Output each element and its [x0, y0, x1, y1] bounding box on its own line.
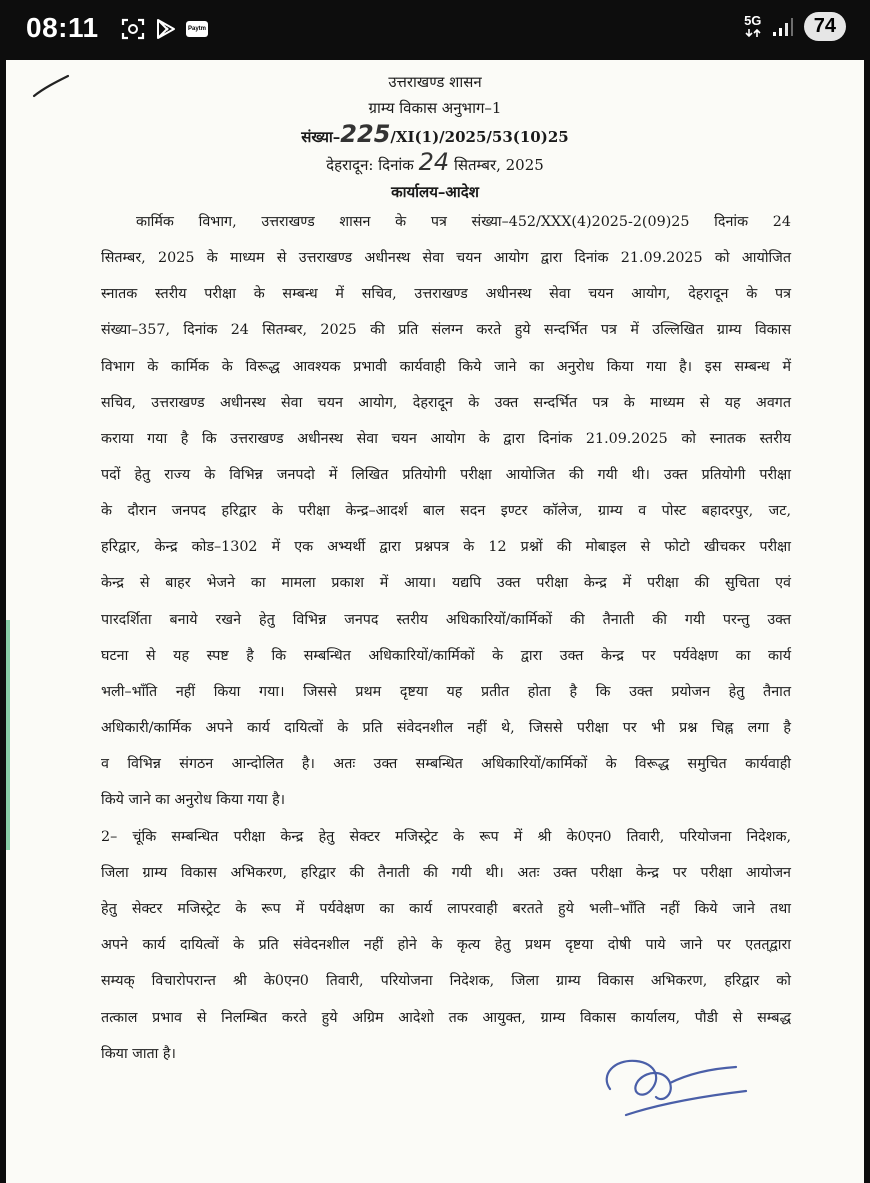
date-suffix: सितम्बर, 2025 [453, 156, 544, 174]
status-time: 08:11 [26, 12, 99, 43]
body-line: किये जाने का अनुरोध किया गया है। [101, 792, 286, 808]
signal-icon [772, 17, 794, 37]
body-line: कराया गया है कि उत्तराखण्ड अधीनस्थ सेवा चयन आयोग के द्वारा दिनांक 21.09.2025 को स्नातक स्तरीय [101, 431, 791, 447]
document-page [6, 60, 864, 1183]
letter-government: उत्तराखण्ड शासन [388, 73, 482, 91]
body-line: हेतु सेक्टर मजिस्ट्रेट के रूप में पर्यवेक्षण का कार्य लापरवाही बरतते हुये भली–भाँति नहीं किये जाने तथा [101, 901, 791, 917]
page-edge-decoration [6, 620, 10, 850]
body-line: के दौरान जनपद हरिद्वार के परीक्षा केन्द्र–आदर्श बाल सदन इण्टर कॉलेज, ग्राम्य व पोस्ट बहादरपुर, जट, [101, 503, 791, 519]
body-line: अधिकारी/कार्मिक अपने कार्य दायित्वों के प्रति संवेदनशील नहीं थे, जिससे परीक्षा पर भी प्रश्न चिह्न लगा है [101, 720, 791, 736]
body-line: जिला ग्राम्य विकास अभिकरण, हरिद्वार की तैनाती की गयी थी। अतः उक्त परीक्षा केन्द्र पर परीक्षा आयोजन [101, 865, 791, 881]
reference-label: संख्या– [301, 128, 341, 146]
body-line: विभाग के कार्मिक के विरूद्ध आवश्यक प्रभावी कार्यवाही किये जाने का अनुरोध किया गया है। इस सम्बन्ध में [101, 359, 791, 375]
body-line: तत्काल प्रभाव से निलम्बित करते हुये अग्रिम आदेशो तक आयुक्त, ग्राम्य विकास कार्यालय, पौडी से सम्बद्ध [101, 1010, 791, 1026]
body-line: भली–भाँति नहीं किया गया। जिससे प्रथम दृष्टया यह प्रतीत होता है कि उक्त प्रयोजन हेतु तैनात [101, 684, 791, 700]
network-label: 5G [744, 12, 762, 28]
letter-section: ग्राम्य विकास अनुभाग–1 [368, 99, 502, 117]
status-right [744, 12, 846, 41]
date-prefix: देहरादून: दिनांक [326, 156, 414, 174]
reference-number: /XI(1)/2025/53(10)25 [390, 128, 569, 146]
body-line: घटना से यह स्पष्ट है कि सम्बन्धित अधिकारियों/कार्मिकों के द्वारा उक्त केन्द्र पर पर्यवेक्षण का कार्य [101, 648, 791, 664]
status-bar [0, 0, 870, 60]
body-line: स्नातक स्तरीय परीक्षा के सम्बन्ध में सचिव, उत्तराखण्ड अधीनस्थ सेवा चयन आयोग, देहरादून के पत्र [101, 286, 791, 302]
network-type-icon [744, 12, 762, 39]
battery-level: 74 [813, 15, 836, 37]
reference-handwritten-number: 225 [340, 120, 391, 148]
body-line: अपने कार्य दायित्वों के प्रति संवेदनशील नहीं होने के कृत्य हेतु प्रथम दृष्टया दोषी पाये जाने पर एतत्‌द्वारा [101, 937, 791, 953]
letter-date [6, 148, 864, 176]
body-line: सितम्बर, 2025 के माध्यम से उत्तराखण्ड अधीनस्थ सेवा चयन आयोग द्वारा दिनांक 21.09.2025 को आयोजित [101, 250, 791, 266]
letter-title: कार्यालय–आदेश [391, 183, 479, 201]
letter-reference [6, 120, 864, 148]
body-line: केन्द्र से बाहर भेजने का मामला प्रकाश में आया। यद्यपि उक्त परीक्षा केन्द्र में परीक्षा की सुचिता एवं [101, 575, 791, 591]
date-handwritten-day: 24 [418, 148, 450, 176]
signature [596, 1045, 766, 1125]
body-line: किया जाता है। [101, 1046, 176, 1062]
body-line: संख्या–357, दिनांक 24 सितम्बर, 2025 की प्रति संलग्न करते हुये सन्दर्भित पत्र में उल्लिखित ग्राम्य विकास [101, 322, 791, 338]
body-line: व विभिन्न संगठन आन्दोलित है। अतः उक्त सम्बन्धित अधिकारियों/कार्मिकों के विरूद्ध समुचित कार्यवाही [101, 756, 791, 772]
body-line: कार्मिक विभाग, उत्तराखण्ड शासन के पत्र संख्या–452/XXX(4)2025-2(09)25 दिनांक 24 [136, 214, 791, 230]
play-store-icon [154, 17, 178, 41]
body-line: सचिव, उत्तराखण्ड अधीनस्थ सेवा चयन आयोग, देहरादून के उक्त सन्दर्भित पत्र के माध्यम से यह अवगत [101, 395, 791, 411]
notification-icons [120, 17, 208, 41]
body-line: पारदर्शिता बनाये रखने हेतु विभिन्न जनपद स्तरीय अधिकारियों/कार्मिकों की तैनाती की गयी परन्तु उक्त [101, 612, 791, 628]
body-line: पदों हेतु राज्य के विभिन्न जनपदो में लिखित प्रतियोगी परीक्षा आयोजित की गयी थी। उक्त प्रतियोगी परीक्षा [101, 467, 791, 483]
screen-record-icon [120, 17, 146, 41]
body-line: सम्यक् विचारोपरान्त श्री के0एन0 तिवारी, परियोजना निदेशक, जिला ग्राम्य विकास अभिकरण, हरिद्वार को [101, 973, 791, 989]
battery-icon [804, 12, 846, 41]
body-line: 2– चूंकि सम्बन्धित परीक्षा केन्द्र हेतु सेक्टर मजिस्ट्रेट के रूप में श्री के0एन0 तिवारी, परियोजना निदेशक, [101, 829, 791, 845]
body-line: हरिद्वार, केन्द्र कोड–1302 में एक अभ्यर्थी द्वारा प्रश्नपत्र के 12 प्रश्नों की मोबाइल से फोटो खीचकर परीक्षा [101, 539, 791, 555]
paytm-icon: Paytm [186, 21, 208, 37]
